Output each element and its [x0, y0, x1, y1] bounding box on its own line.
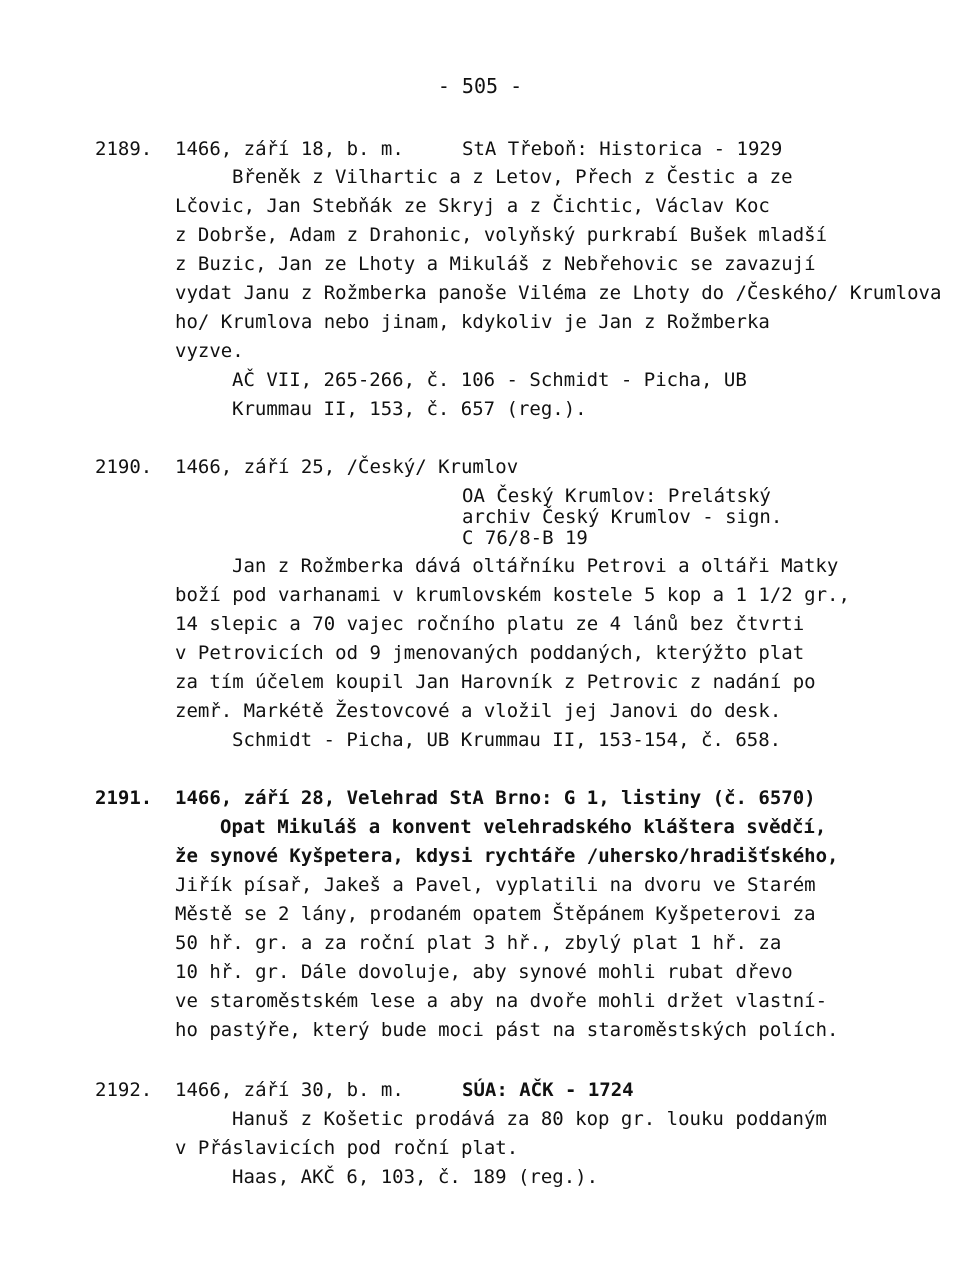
entry-text-line: Opat Mikuláš a konvent velehradského kláštera svědčí,: [220, 816, 827, 838]
entry-reference: Krummau II, 153, č. 657 (reg.).: [232, 398, 587, 420]
entry-text-line: Lčovic, Jan Stebňák ze Skryj a z Čichtic, Václav Koc: [175, 195, 770, 217]
entry-text-line: Břeněk z Vilhartic a z Letov, Přech z Čestic a ze: [232, 166, 793, 188]
entry-text-line: z Dobrše, Adam z Drahonic, volyňský purkrabí Bušek mladší: [175, 224, 828, 246]
entry-text-line: 10 hř. gr. Dále dovoluje, aby synové mohli rubat dřevo: [175, 961, 793, 983]
entry-text-line: boží pod varhanami v krumlovském kostele 5 kop a 1 1/2 gr.,: [175, 584, 850, 606]
entry-text-line: Jiřík písař, Jakeš a Pavel, vyplatili na dvoru ve Starém: [175, 874, 816, 896]
entry-archive-line: OA Český Krumlov: Prelátský: [462, 485, 771, 507]
entry-text-line: v Petrovicích od 9 jmenovaných poddaných, kterýžto plat: [175, 642, 805, 664]
entry-text-line: za tím účelem koupil Jan Harovník z Petrovic z nadání po: [175, 671, 816, 693]
entry-archive-line: C 76/8-B 19: [462, 527, 588, 549]
entry-text-line: ho/ Krumlova nebo jinam, kdykoliv je Jan z Rožmberka: [175, 311, 770, 333]
entry-text-line: v Přáslavicích pod roční plat.: [175, 1137, 519, 1159]
entry-text-line: zemř. Markétě Žestovcové a vložil jej Janovi do desk.: [175, 700, 782, 722]
entry-number: 2191.: [95, 787, 153, 809]
page-number: - 505 -: [437, 74, 523, 98]
entry-number: 2190.: [95, 456, 153, 478]
entry-text-line: 50 hř. gr. a za roční plat 3 hř., zbylý plat 1 hř. za: [175, 932, 782, 954]
entry-text-line: že synové Kyšpetera, kdysi rychtáře /uhersko/hradišťského,: [175, 845, 839, 867]
entry-archive: StA Třeboň: Historica - 1929: [462, 138, 783, 160]
entry-reference: AČ VII, 265-266, č. 106 - Schmidt - Picha, UB: [232, 369, 747, 391]
entry-text-line: vyzve.: [175, 340, 244, 362]
entry-text-line: Městě se 2 lány, prodaném opatem Štěpánem Kyšpeterovi za: [175, 903, 816, 925]
entry-text-line: vydat Janu z Rožmberka panoše Viléma ze Lhoty do /Českého/ Krumlova: [175, 282, 942, 304]
entry-archive: SÚA: AČK - 1724: [462, 1079, 634, 1101]
entry-header: 1466, září 28, Velehrad StA Brno: G 1, listiny (č. 6570): [175, 787, 816, 809]
entry-archive-line: archiv Český Krumlov - sign.: [462, 506, 783, 528]
entry-text-line: z Buzic, Jan ze Lhoty a Mikuláš z Nebřehovic se zavazují: [175, 253, 816, 275]
entry-text-line: Hanuš z Košetic prodává za 80 kop gr. louku poddaným: [232, 1108, 827, 1130]
entry-header: 1466, září 25, /Český/ Krumlov: [175, 456, 519, 478]
entry-header: 1466, září 18, b. m.: [175, 138, 404, 160]
entry-text-line: ho pastýře, který bude moci pást na staroměstských polích.: [175, 1019, 839, 1041]
entry-text-line: 14 slepic a 70 vajec ročního platu ze 4 lánů bez čtvrti: [175, 613, 805, 635]
entry-reference: Haas, AKČ 6, 103, č. 189 (reg.).: [232, 1166, 599, 1188]
entry-text-line: Jan z Rožmberka dává oltářníku Petrovi a oltáři Matky: [232, 555, 839, 577]
entry-number: 2192.: [95, 1079, 153, 1101]
entry-header: 1466, září 30, b. m.: [175, 1079, 404, 1101]
entry-reference: Schmidt - Picha, UB Krummau II, 153-154, č. 658.: [232, 729, 782, 751]
entry-text-line: ve staroměstském lese a aby na dvoře mohli držet vlastní-: [175, 990, 828, 1012]
entry-number: 2189.: [95, 138, 153, 160]
